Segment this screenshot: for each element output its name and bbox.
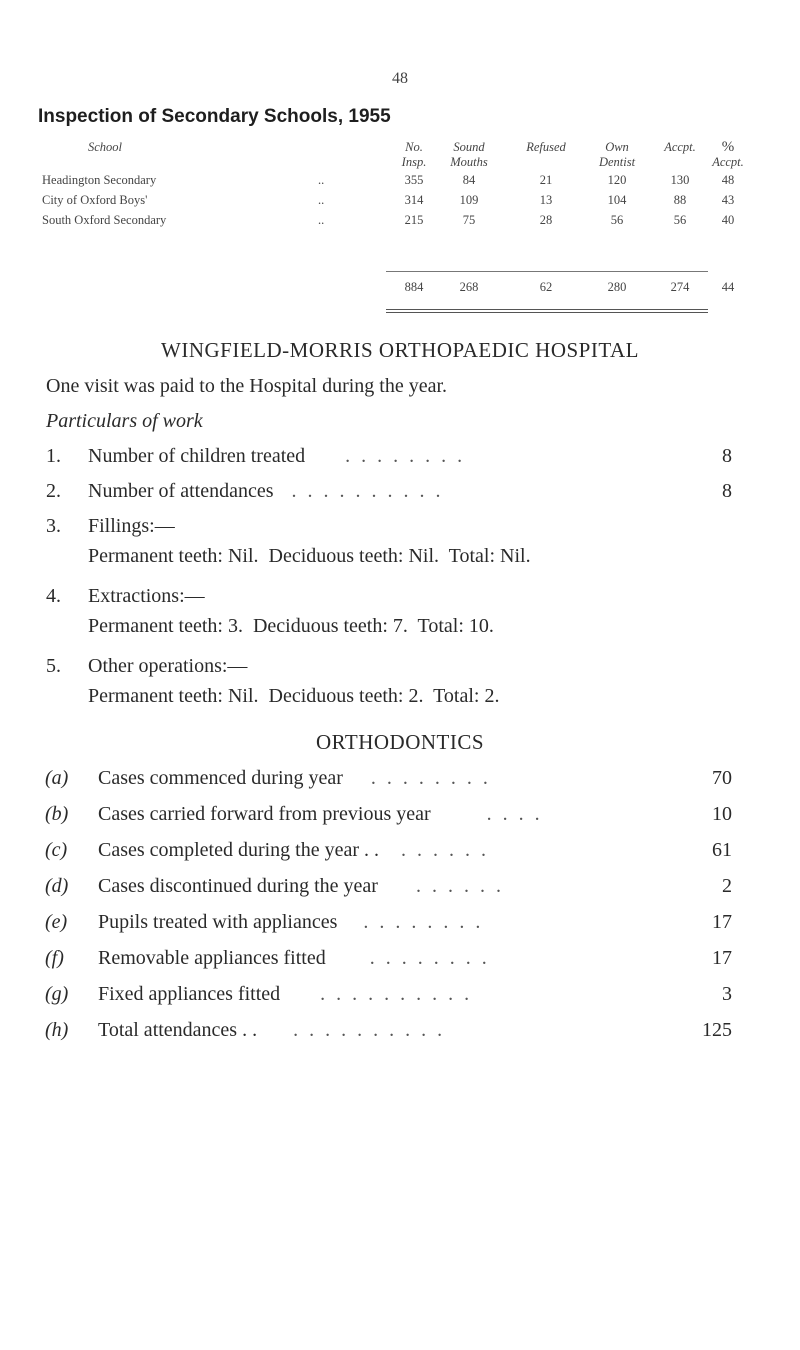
item-label: (b) <box>45 803 69 825</box>
item-value: 17 <box>712 911 732 933</box>
row-insp: 355 <box>404 173 424 187</box>
row-sound: 75 <box>462 213 476 227</box>
row-accpt: 130 <box>670 173 690 187</box>
item-detail: Permanent teeth: 3. Deciduous teeth: 7. Total: 10. <box>88 615 494 637</box>
header-refused: Refused <box>526 140 566 154</box>
item-text: Cases carried forward from previous year . . . . <box>98 803 543 825</box>
header-accpt: Accpt. <box>664 140 696 154</box>
row-dots: .. <box>318 213 325 227</box>
item-label: (d) <box>45 875 69 897</box>
orthodontics-heading: ORTHODONTICS <box>315 730 485 754</box>
item-label: (c) <box>45 839 68 861</box>
header-own-dentist: Own Dentist <box>598 140 636 169</box>
item-number: 3. <box>46 515 61 537</box>
row-accpt: 56 <box>673 213 687 227</box>
item-number: 1. <box>46 445 61 467</box>
item-value: 8 <box>722 445 732 467</box>
hospital-heading: WINGFIELD-MORRIS ORTHOPAEDIC HOSPITAL <box>161 338 639 362</box>
total-accpt: 274 <box>670 280 690 294</box>
item-value: 8 <box>722 480 732 502</box>
item-value: 17 <box>712 947 732 969</box>
hospital-intro: One visit was paid to the Hospital during the year. <box>46 375 448 397</box>
total-dentist: 280 <box>607 280 627 294</box>
item-text: Cases discontinued during the year . . . . . . <box>98 875 504 897</box>
row-refused: 28 <box>539 213 553 227</box>
item-text: Fillings:— <box>88 515 175 537</box>
header-insp: No. Insp. <box>401 140 427 169</box>
table-divider <box>386 271 708 272</box>
row-accpt: 88 <box>673 193 687 207</box>
table-double-rule <box>386 312 708 313</box>
item-value: 61 <box>712 839 732 861</box>
item-detail: Permanent teeth: Nil. Deciduous teeth: Nil. Total: Nil. <box>88 545 531 567</box>
row-dots: .. <box>318 173 325 187</box>
item-text: Number of attendances . . . . . . . . . . <box>88 480 444 502</box>
row-dentist: 56 <box>610 213 624 227</box>
row-dots: .. <box>318 193 325 207</box>
row-school: Headington Secondary <box>42 173 157 187</box>
item-label: (f) <box>45 947 64 969</box>
item-label: (a) <box>45 767 69 789</box>
item-text: Pupils treated with appliances . . . . . . . . <box>98 911 484 933</box>
item-number: 4. <box>46 585 61 607</box>
page-number: 48 <box>392 70 408 87</box>
row-pct: 43 <box>721 193 735 207</box>
total-refused: 62 <box>539 280 553 294</box>
item-text: Extractions:— <box>88 585 205 607</box>
item-text: Total attendances . . . . . . . . . . . . <box>98 1019 446 1041</box>
table-double-rule <box>386 309 708 310</box>
item-text: Number of children treated . . . . . . . . <box>88 445 466 467</box>
particulars-label: Particulars of work <box>46 410 203 432</box>
item-value: 2 <box>722 875 732 897</box>
item-detail: Permanent teeth: Nil. Deciduous teeth: 2. Total: 2. <box>88 685 500 707</box>
row-refused: 13 <box>539 193 553 207</box>
table-title: Inspection of Secondary Schools, 1955 <box>38 106 391 127</box>
item-text: Removable appliances fitted . . . . . . . . <box>98 947 490 969</box>
row-insp: 215 <box>404 213 424 227</box>
row-sound: 109 <box>459 193 479 207</box>
row-insp: 314 <box>404 193 424 207</box>
item-number: 5. <box>46 655 61 677</box>
item-value: 125 <box>702 1019 732 1041</box>
item-label: (g) <box>45 983 69 1005</box>
row-sound: 84 <box>462 173 476 187</box>
row-school: City of Oxford Boys' <box>42 193 148 207</box>
row-dentist: 104 <box>607 193 627 207</box>
total-insp: 884 <box>404 280 424 294</box>
item-text: Cases commenced during year . . . . . . . . <box>98 767 491 789</box>
item-label: (h) <box>45 1019 69 1041</box>
header-school: School <box>87 140 123 154</box>
row-school: South Oxford Secondary <box>42 213 167 227</box>
row-refused: 21 <box>539 173 553 187</box>
item-text: Fixed appliances fitted . . . . . . . . . . <box>98 983 473 1005</box>
item-text: Cases completed during the year . . . . . . . . <box>98 839 490 861</box>
total-sound: 268 <box>459 280 479 294</box>
row-pct: 40 <box>721 213 735 227</box>
item-value: 10 <box>712 803 732 825</box>
total-pct: 44 <box>721 280 735 294</box>
header-sound-mouths: Sound Mouths <box>450 140 488 169</box>
row-pct: 48 <box>721 173 735 187</box>
item-number: 2. <box>46 480 61 502</box>
item-text: Other operations:— <box>88 655 248 677</box>
item-value: 70 <box>712 767 732 789</box>
row-dentist: 120 <box>607 173 627 187</box>
item-value: 3 <box>722 983 732 1005</box>
item-label: (e) <box>45 911 68 933</box>
header-pct-accpt: % Accpt. <box>712 139 744 169</box>
